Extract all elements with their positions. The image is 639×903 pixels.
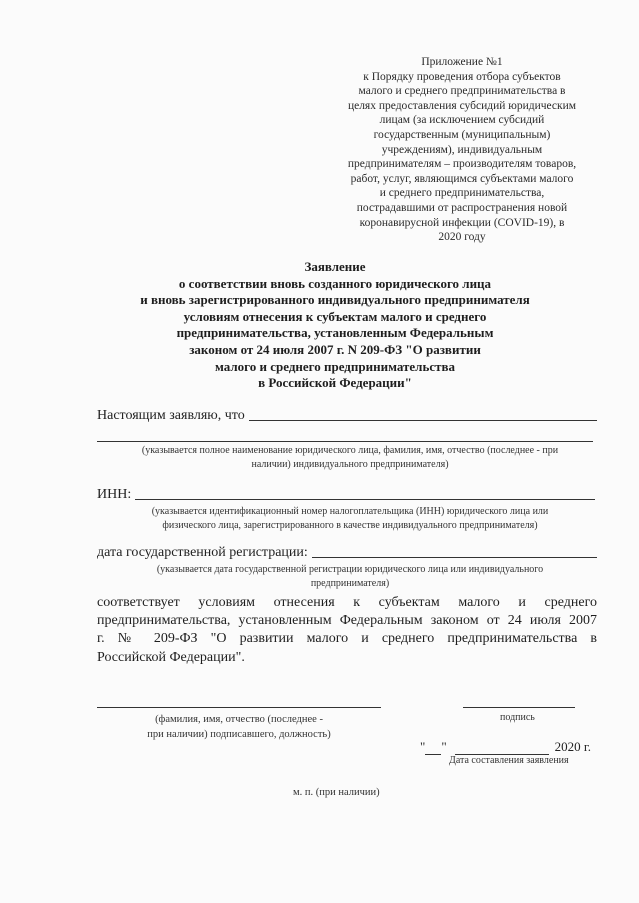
body-line: соответствует условиям отнесения к субъектам малого и среднего xyxy=(97,595,597,610)
title-line: малого и среднего предпринимательства xyxy=(214,358,456,374)
date-year: 2020 г. xyxy=(554,739,591,754)
stamp-place: м. п. (при наличии) xyxy=(293,787,380,798)
inn-label: ИНН: xyxy=(97,487,132,502)
date-row xyxy=(420,738,591,755)
hint-line: физического лица, зарегистрированного в качестве индивидуального предпринимателя) xyxy=(162,519,538,531)
inn-input-line[interactable] xyxy=(135,498,595,500)
hint-line: при наличии) подписавшего, должность) xyxy=(147,729,331,740)
hint-line: предпринимателя) xyxy=(310,577,390,589)
document-title xyxy=(70,259,600,392)
date-day-blank[interactable] xyxy=(425,738,441,755)
date-quote-close: " xyxy=(441,739,447,754)
reg-row xyxy=(97,545,597,561)
appendix-line: и среднего предпринимательства, xyxy=(379,187,545,200)
appendix-line: работ, услуг, являющимся субъектами малого xyxy=(350,172,574,185)
hint-line: (указывается идентификационный номер налогоплательщика (ИНН) юридического лица или xyxy=(151,506,549,517)
signature-line[interactable] xyxy=(463,707,575,708)
title-line: в Российской Федерации" xyxy=(258,375,412,391)
body-line: предпринимательства, установленным Федеральным законом от 24 июля 2007 xyxy=(97,613,597,629)
title-line: условиям отнесения к субъектам малого и среднего xyxy=(183,308,487,324)
appendix-line: малого и среднего предпринимательства в xyxy=(358,85,566,98)
hint-line: (фамилия, имя, отчество (последнее - xyxy=(155,714,323,725)
inn-row xyxy=(97,487,595,503)
appendix-line: пострадавшими от распространения новой xyxy=(356,201,568,214)
hint-line: наличии) индивидуального предпринимателя) xyxy=(251,458,449,470)
date-label: Дата составления заявления xyxy=(449,755,569,766)
appendix-line: предпринимателям – производителям товаров, xyxy=(347,158,577,171)
hint-line: (указывается дата государственной регистрации юридического лица или индивидуального xyxy=(156,564,544,575)
reg-input-line[interactable] xyxy=(312,556,597,558)
title-line: о соответствии вновь созданного юридического лица xyxy=(178,275,492,291)
appendix-header xyxy=(322,55,602,245)
declare-hint xyxy=(90,444,610,471)
declare-input-line[interactable] xyxy=(249,419,597,421)
inn-hint xyxy=(90,505,610,532)
date-quote-open: " xyxy=(420,739,426,754)
body-line: Российской Федерации". xyxy=(97,649,245,665)
appendix-line: целях предоставления субсидий юридическим xyxy=(347,99,577,112)
statement-body xyxy=(97,594,597,667)
title-line: Заявление xyxy=(304,259,366,274)
appendix-line: Приложение №1 xyxy=(421,56,503,68)
appendix-line: государственным (муниципальным) xyxy=(373,128,551,141)
declare-second-line[interactable] xyxy=(97,441,593,442)
appendix-line: к Порядку проведения отбора субъектов xyxy=(363,70,561,83)
appendix-line: учреждениям), индивидуальным xyxy=(381,143,543,156)
declare-label: Настоящим заявляю, что xyxy=(97,408,245,423)
reg-label: дата государственной регистрации: xyxy=(97,545,308,560)
declare-row xyxy=(97,408,597,424)
appendix-line: 2020 году xyxy=(438,231,486,244)
title-line: и вновь зарегистрированного индивидуального предпринимателя xyxy=(140,292,530,308)
title-line: законом от 24 июля 2007 г. N 209-ФЗ "О развитии xyxy=(189,341,481,357)
appendix-line: коронавирусной инфекции (COVID-19), в xyxy=(359,216,565,229)
name-signature-line[interactable] xyxy=(97,707,381,708)
body-line: г. № 209-ФЗ "О развитии малого и среднего предпринимательства в xyxy=(97,631,597,647)
hint-line: (указывается полное наименование юридического лица, фамилия, имя, отчество (последнее - при xyxy=(141,445,559,456)
signature-label: подпись xyxy=(500,712,535,723)
appendix-line: лицам (за исключением субсидий xyxy=(379,114,545,127)
title-line: предпринимательства, установленным Федеральным xyxy=(176,325,494,341)
reg-hint xyxy=(90,563,610,590)
name-hint xyxy=(97,712,381,742)
